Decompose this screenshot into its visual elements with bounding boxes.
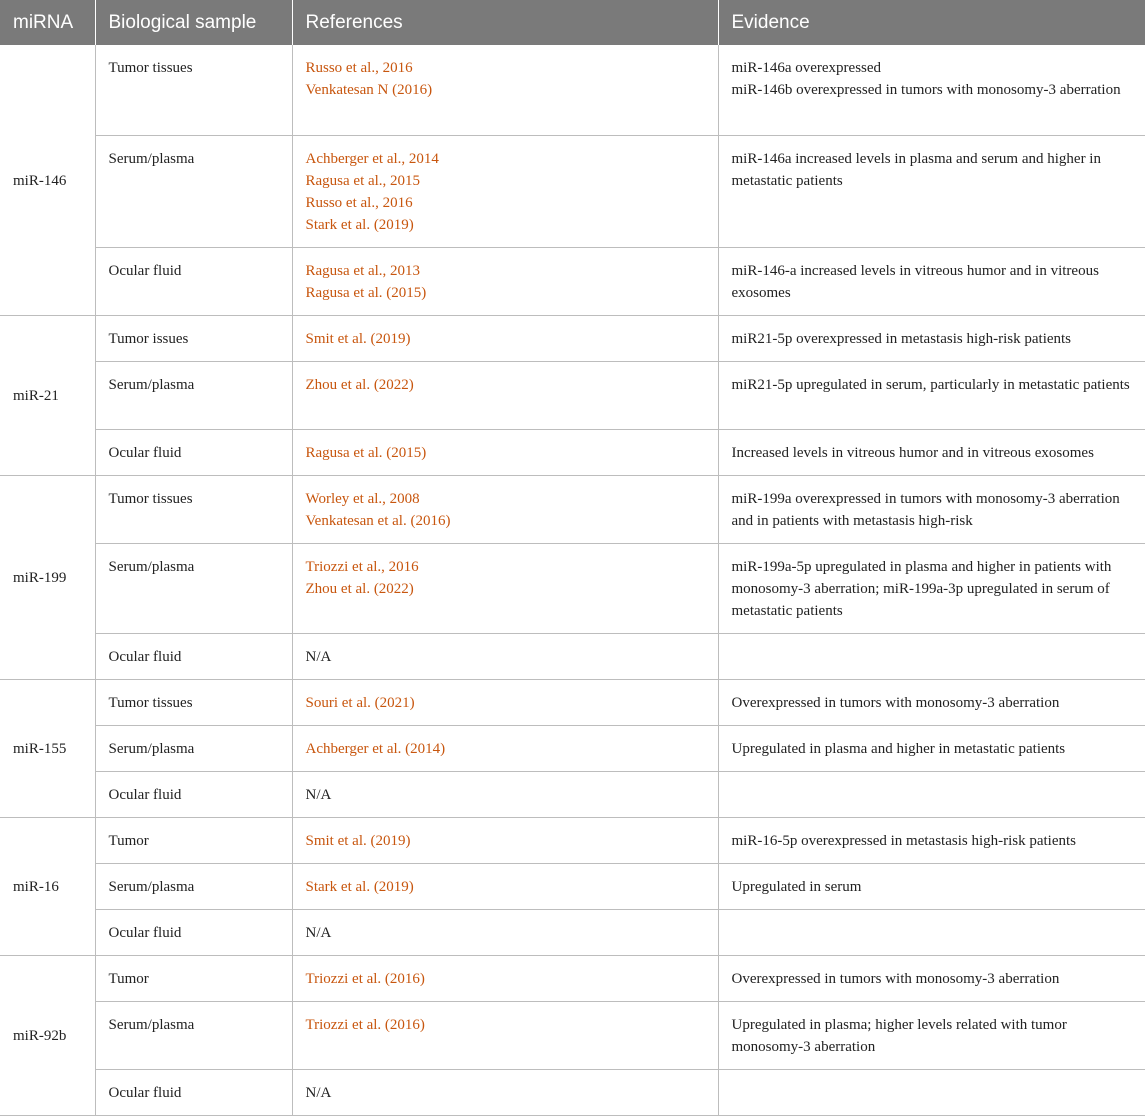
references-cell <box>292 679 718 725</box>
table-row <box>0 1001 1145 1069</box>
evidence-cell <box>718 315 1145 361</box>
references-cell <box>292 135 718 247</box>
sample-cell: Ocular fluid <box>95 247 292 315</box>
table-row <box>0 1069 1145 1115</box>
evidence-text: miR-146a increased levels in plasma and serum and higher in metastatic patients <box>731 150 1101 189</box>
not-available-text: N/A <box>305 1084 332 1101</box>
evidence-text: miR-146b overexpressed in tumors with monosomy-3 aberration <box>731 82 1121 98</box>
evidence-cell <box>718 135 1145 247</box>
evidence-text: Overexpressed in tumors with monosomy-3 aberration <box>731 970 1060 987</box>
evidence-text: miR-146-a increased levels in vitreous humor and in vitreous exosomes <box>731 262 1099 301</box>
references-cell <box>292 863 718 909</box>
sample-cell: Tumor tissues <box>95 475 292 543</box>
table-row <box>0 771 1145 817</box>
reference-link[interactable]: Triozzi et al. (2016) <box>305 970 425 987</box>
sample-cell: Tumor tissues <box>95 679 292 725</box>
references-cell <box>292 1001 718 1069</box>
reference-link[interactable]: Achberger et al. (2014) <box>305 740 446 757</box>
references-cell <box>292 361 718 429</box>
reference-link[interactable]: Russo et al., 2016 <box>305 194 413 211</box>
evidence-cell <box>718 45 1145 135</box>
evidence-cell <box>718 955 1145 1001</box>
evidence-text: Upregulated in plasma and higher in metastatic patients <box>731 740 1066 757</box>
reference-link[interactable]: Triozzi et al., 2016 <box>305 558 419 575</box>
references-cell <box>292 955 718 1001</box>
header-evidence: Evidence <box>718 0 1145 45</box>
sample-cell: Ocular fluid <box>95 429 292 475</box>
mirna-cell: miR-146 <box>0 45 95 315</box>
table-row <box>0 909 1145 955</box>
table-body <box>0 45 1145 1115</box>
table-row <box>0 817 1145 863</box>
reference-link[interactable]: Souri et al. (2021) <box>305 694 415 711</box>
sample-cell: Tumor issues <box>95 315 292 361</box>
evidence-cell <box>718 475 1145 543</box>
sample-cell: Serum/plasma <box>95 725 292 771</box>
evidence-cell <box>718 1001 1145 1069</box>
evidence-text: miR-199a overexpressed in tumors with monosomy-3 aberration and in patients with metastasis high-risk <box>731 490 1120 529</box>
table-row <box>0 863 1145 909</box>
reference-link[interactable]: Worley et al., 2008 <box>305 490 420 507</box>
reference-link[interactable]: Zhou et al. (2022) <box>305 376 414 393</box>
sample-cell: Ocular fluid <box>95 909 292 955</box>
references-cell <box>292 725 718 771</box>
evidence-cell <box>718 1069 1145 1115</box>
table-header <box>0 0 1145 45</box>
sample-cell: Serum/plasma <box>95 361 292 429</box>
sample-cell: Ocular fluid <box>95 633 292 679</box>
evidence-text: Increased levels in vitreous humor and in vitreous exosomes <box>731 444 1094 461</box>
references-cell <box>292 45 718 135</box>
reference-link[interactable]: Ragusa et al. (2015) <box>305 284 427 301</box>
table-row <box>0 543 1145 633</box>
evidence-text: miR-16-5p overexpressed in metastasis high-risk patients <box>731 832 1077 849</box>
references-cell <box>292 771 718 817</box>
not-available-text: N/A <box>305 924 332 941</box>
references-cell <box>292 475 718 543</box>
evidence-cell <box>718 361 1145 429</box>
references-cell <box>292 633 718 679</box>
table-row <box>0 955 1145 1001</box>
evidence-text: miR21-5p overexpressed in metastasis high-risk patients <box>731 330 1072 347</box>
table-row <box>0 45 1145 135</box>
evidence-text: miR-146a overexpressed <box>731 60 882 76</box>
evidence-cell <box>718 863 1145 909</box>
references-cell <box>292 247 718 315</box>
references-cell <box>292 429 718 475</box>
sample-cell: Tumor <box>95 817 292 863</box>
table-row <box>0 679 1145 725</box>
reference-link[interactable]: Ragusa et al. (2015) <box>305 444 427 461</box>
evidence-cell <box>718 429 1145 475</box>
references-cell <box>292 909 718 955</box>
evidence-cell <box>718 633 1145 679</box>
table-row <box>0 135 1145 247</box>
references-cell <box>292 817 718 863</box>
sample-cell: Ocular fluid <box>95 1069 292 1115</box>
references-cell <box>292 315 718 361</box>
not-available-text: N/A <box>305 786 332 803</box>
evidence-text: Upregulated in serum <box>731 878 862 895</box>
not-available-text: N/A <box>305 648 332 665</box>
header-references: References <box>292 0 718 45</box>
reference-link[interactable]: Venkatesan et al. (2016) <box>305 512 451 529</box>
reference-link[interactable]: Ragusa et al., 2015 <box>305 172 421 189</box>
reference-link[interactable]: Triozzi et al. (2016) <box>305 1016 425 1033</box>
evidence-cell <box>718 725 1145 771</box>
table-row <box>0 429 1145 475</box>
reference-link[interactable]: Venkatesan N (2016) <box>305 82 433 98</box>
mirna-cell: miR-199 <box>0 475 95 679</box>
sample-cell: Ocular fluid <box>95 771 292 817</box>
sample-cell: Serum/plasma <box>95 543 292 633</box>
sample-cell: Serum/plasma <box>95 1001 292 1069</box>
references-cell <box>292 1069 718 1115</box>
table-row <box>0 725 1145 771</box>
reference-link[interactable]: Smit et al. (2019) <box>305 832 411 849</box>
evidence-cell <box>718 817 1145 863</box>
table-row <box>0 315 1145 361</box>
table-row <box>0 361 1145 429</box>
reference-link[interactable]: Stark et al. (2019) <box>305 878 414 895</box>
reference-link[interactable]: Russo et al., 2016 <box>305 60 413 76</box>
evidence-cell <box>718 247 1145 315</box>
sample-cell: Tumor <box>95 955 292 1001</box>
table-row <box>0 475 1145 543</box>
evidence-text: miR21-5p upregulated in serum, particularly in metastatic patients <box>731 376 1130 393</box>
mirna-cell: miR-16 <box>0 817 95 955</box>
sample-cell: Serum/plasma <box>95 135 292 247</box>
reference-link[interactable]: Ragusa et al., 2013 <box>305 262 421 279</box>
mirna-cell: miR-155 <box>0 679 95 817</box>
references-cell <box>292 543 718 633</box>
reference-link[interactable]: Achberger et al., 2014 <box>305 150 439 167</box>
mirna-cell: miR-92b <box>0 955 95 1115</box>
table-row <box>0 247 1145 315</box>
evidence-cell <box>718 771 1145 817</box>
evidence-text: miR-199a-5p upregulated in plasma and higher in patients with monosomy-3 aberration; miR-199a-3p upregulated in serum of metastatic patients <box>731 558 1112 619</box>
mirna-cell: miR-21 <box>0 315 95 475</box>
reference-link[interactable]: Stark et al. (2019) <box>305 216 414 233</box>
evidence-text: Upregulated in plasma; higher levels related with tumor monosomy-3 aberration <box>731 1016 1067 1055</box>
evidence-cell <box>718 909 1145 955</box>
reference-link[interactable]: Smit et al. (2019) <box>305 330 411 347</box>
sample-cell: Serum/plasma <box>95 863 292 909</box>
evidence-cell <box>718 543 1145 633</box>
evidence-text: Overexpressed in tumors with monosomy-3 aberration <box>731 694 1060 711</box>
reference-link[interactable]: Zhou et al. (2022) <box>305 580 414 597</box>
table-row <box>0 633 1145 679</box>
evidence-cell <box>718 679 1145 725</box>
sample-cell: Tumor tissues <box>95 45 292 135</box>
header-biological-sample: Biological sample <box>95 0 292 45</box>
header-row <box>0 0 1145 45</box>
header-mirna: miRNA <box>0 0 95 45</box>
